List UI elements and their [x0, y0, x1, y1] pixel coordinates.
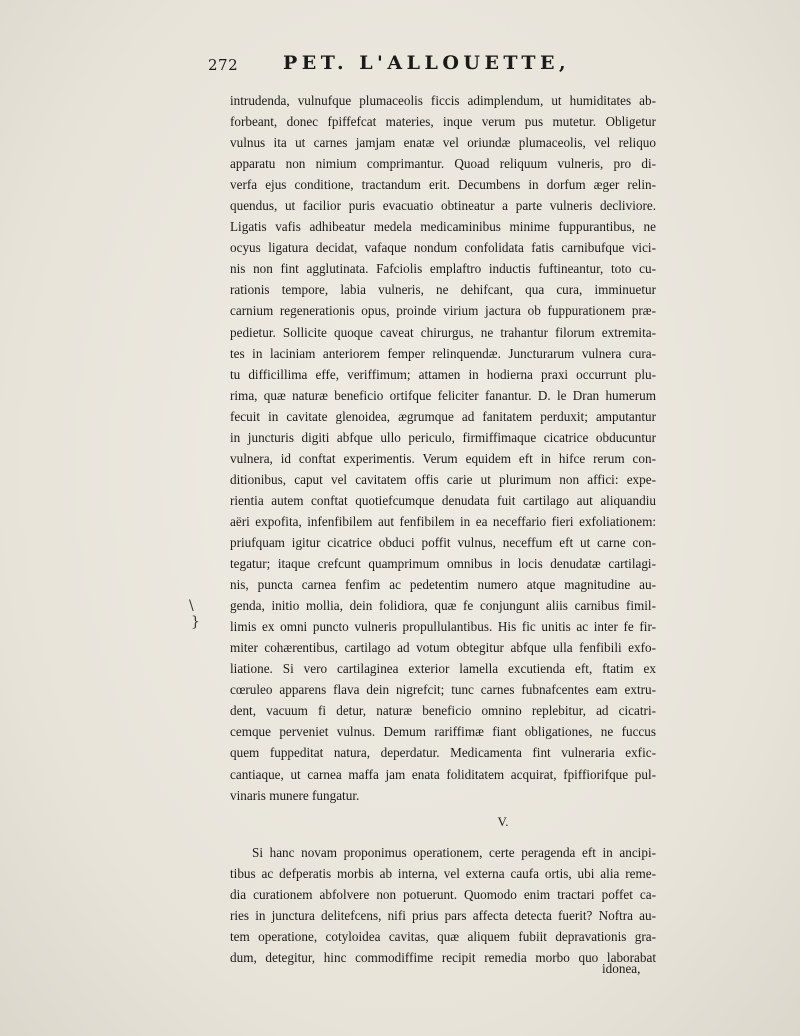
page-number: 272: [208, 56, 239, 74]
text-line: apparatu non nimium comprimantur. Quoad reliquum vulneris, pro di-: [230, 156, 656, 172]
paragraph-2: [230, 842, 656, 968]
text-line: quem fuppeditat natura, deperdatur. Medicamenta fint vulneraria exfic-: [230, 745, 656, 761]
text-line: tes in laciniam anteriorem femper relinquendæ. Juncturarum vulnera cura-: [230, 345, 656, 361]
text-line: tu difficillima effe, veriffimum; attamen in hodierna praxi occurrunt plu-: [230, 366, 656, 382]
text-line: limis ex omni puncto vulneris propullulantibus. His fic unitis ac inter fe fir-: [230, 619, 656, 635]
text-line: nis non fint agglutinata. Fafciolis emplaftro inductis fuftineantur, toto cu-: [230, 261, 656, 277]
text-line: verfa ejus conditione, tractandum erit. Decumbens in dorfum æger relin-: [230, 177, 656, 193]
text-line: aëri expofita, infenfibilem aut fenfibilem in ea neceffario fieri exfoliationem:: [230, 513, 656, 529]
text-line: genda, initio mollia, dein folidiora, quæ fe conjungunt aliis carnibus fimil-: [230, 598, 656, 614]
paragraph-1: [230, 90, 656, 806]
text-line: quendus, ut facilior puris evacuatio obtineatur a parte vulneris decliviore.: [230, 198, 656, 214]
text-line: dent, vacuum fi detur, naturæ beneficio omnino replebitur, ad cicatri-: [230, 703, 656, 719]
text-line: cantiaque, ut carnea maffa jam enata foliditatem acquirat, fpiffiorifque pul-: [230, 766, 656, 782]
text-line: cemque perveniet vulnus. Demum rariffimæ fiant obligationes, ne fuccus: [230, 724, 656, 740]
text-line: pedietur. Sollicite quoque caveat chirurgus, ne trahantur filorum extremita-: [230, 324, 656, 340]
text-line: tibus ac defperatis morbis ab interna, vel externa caufa ortis, ubi alia reme-: [230, 865, 656, 881]
text-line: liatione. Si vero cartilaginea exterior lamella excutienda eft, ftatim ex: [230, 661, 656, 677]
text-line: in juncturis digiti abfque ullo periculo, firmiffimaque cicatrice obducuntur: [230, 429, 656, 445]
text-line: nis, puncta carnea fenfim ac pedetentim numero atque magnitudine au-: [230, 577, 656, 593]
text-line: cœruleo apparens flava dein nigrefcit; tunc carnes fubnafcentes eam extru-: [230, 682, 656, 698]
text-line: intrudenda, vulnufque plumaceolis ficcis adimplendum, ut humiditates ab-: [230, 93, 656, 108]
body-text: [230, 90, 656, 968]
text-line: Ligatis vafis adhibeatur medela medicaminibus minime fuppurantibus, ne: [230, 219, 656, 235]
running-title: PET. L'ALLOUETTE,: [283, 52, 571, 74]
text-line: ditionibus, caput vel cavitatem offis carie ut plurimum non affici: expe-: [230, 471, 656, 487]
text-line: ries in junctura delitefcens, nifi prius pars affecta detecta fuerit? Noftra au-: [230, 907, 656, 923]
text-line: tem operatione, cotyloidea cavitas, quæ aliquem fubiit depravationis gra-: [230, 928, 656, 944]
margin-bracket-mark: }: [191, 614, 200, 630]
text-line: Si hanc novam proponimus operationem, certe peragenda eft in ancipi-: [252, 844, 656, 860]
text-line: dia curationem abfolvere non potuerunt. Quomodo enim tractari poffet ca-: [230, 886, 656, 902]
text-line: priufquam igitur cicatrice obduci poffit vulnus, neceffum eft ut carne con-: [230, 534, 656, 550]
text-line: tegatur; itaque crefcunt quamprimum omnibus in locis denudatæ cartilagi-: [230, 556, 656, 572]
text-line: dum, detegitur, hinc commodiffime recipit remedia morbo quo laborabat: [230, 949, 656, 965]
margin-bracket-mark: \: [189, 598, 194, 614]
catchword: idonea,: [602, 961, 641, 976]
text-line: ocyus ligatura decidat, vafaque nondum confolidata fatis carnibufque vici-: [230, 240, 656, 256]
text-line: vinaris munere fungatur.: [230, 787, 360, 803]
text-line: rima, quæ naturæ beneficio ortifque feliciter fanantur. D. le Dran humerum: [230, 387, 656, 403]
text-line: miter cohærentibus, cartilago ad votum obtegitur abfque ulla fenfibili exfo-: [230, 640, 656, 656]
page-header: [208, 50, 668, 80]
text-line: carnium regenerationis opus, proinde virium jactura ob fuppurationem præ-: [230, 303, 656, 319]
text-line: rientia autem conftat quotiefcumque denudata fuit cartilago aut aliquandiu: [230, 492, 656, 508]
text-line: vulnera, id conftat experimentis. Verum equidem eft in hifce rerum con-: [230, 450, 656, 466]
section-mark: V.: [497, 813, 509, 829]
text-line: rationis tempore, labia vulneris, ne dehifcant, qua cura, imminuetur: [230, 282, 656, 298]
text-line: fecuit in cavitate glenoidea, ægrumque ad fanitatem perduxit; amputantur: [230, 408, 656, 424]
text-line: vulnus ita ut carnes jamjam enatæ vel oriundæ plumaceolis, vel reliquo: [230, 135, 656, 151]
text-line: forbeant, donec fpiffefcat materies, inque verum pus mutetur. Obligetur: [230, 114, 656, 130]
